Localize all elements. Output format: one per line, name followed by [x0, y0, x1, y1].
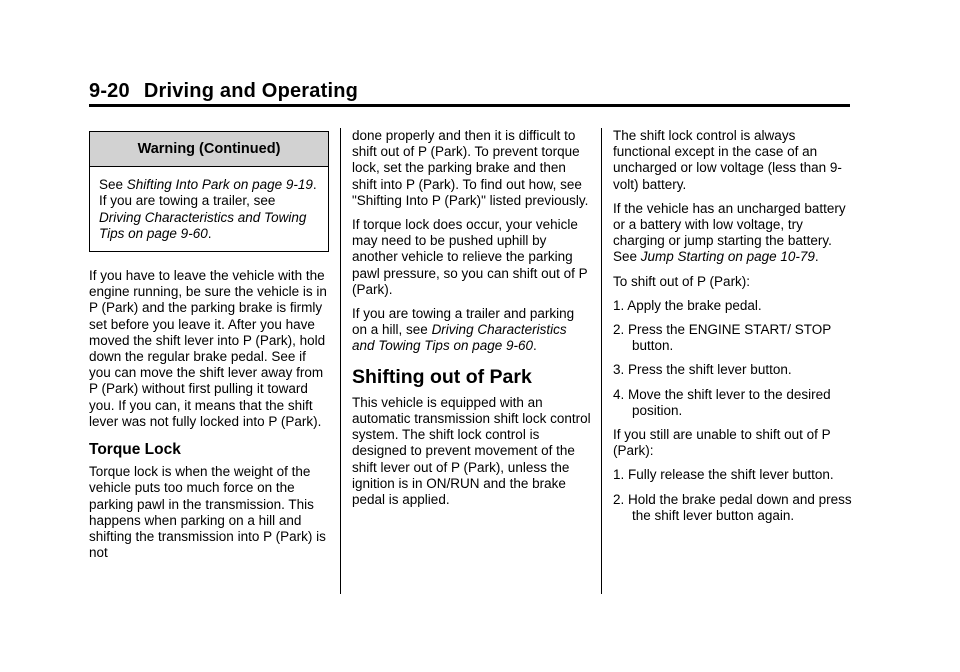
paragraph: If torque lock does occur, your vehicle may need to be pushed uphill by another vehicle to relieve the parking pawl pressure, so you can shift out of P (Park). [352, 217, 588, 297]
list-item: 4. Move the shift lever to the desired position. [613, 386, 831, 418]
heading-shifting-out-of-park: Shifting out of Park [352, 365, 532, 388]
page-number: 9-20 [89, 80, 130, 102]
warning-title: Warning (Continued) [90, 132, 328, 167]
list-item: 2. Hold the brake pedal down and press the shift lever button again. [613, 491, 852, 523]
warning-body [90, 167, 328, 251]
paragraph: The shift lock control is always functional except in the case of an uncharged or low voltage (less than 9-volt) battery. [613, 128, 842, 192]
warning-text: See Shifting Into Park on page 9-19. If you are towing a trailer, see Driving Characteristics and Towing Tips on page 9-60. [99, 177, 317, 241]
column-3 [613, 128, 853, 532]
link-driving-characteristics[interactable]: Driving Characteristics and Towing Tips on page 9-60 [99, 209, 307, 241]
heading-torque-lock: Torque Lock [89, 441, 181, 459]
list-item: 2. Press the ENGINE START/ STOP button. [613, 322, 832, 354]
list-item: 3. Press the shift lever button. [613, 362, 792, 378]
column-divider [601, 128, 602, 594]
paragraph: Torque lock is when the weight of the vehicle puts too much force on the parking pawl in the transmission. This happens when parking on a hill and shifting the transmission into P (Park) is not [89, 464, 326, 561]
paragraph: If you have to leave the vehicle with the engine running, be sure the vehicle is in P (Park) and the parking brake is firmly set before you leave it. After you have moved the shift lever into P (Park), hold down the regular brake pedal. See if you can move the shift lever away from P (Park) without first pulling it toward you. If you can, it means that the shift lever was not fully locked into P (Park). [89, 268, 327, 429]
link-driving-characteristics[interactable]: Driving Characteristics and Towing Tips on page 9-60 [352, 322, 567, 354]
paragraph: If you are towing a trailer and parking on a hill, see Driving Characteristics and Towing Tips on page 9-60. [352, 306, 575, 354]
column-divider [340, 128, 341, 594]
column-1 [89, 128, 329, 569]
page-header [89, 80, 358, 103]
paragraph: If the vehicle has an uncharged battery or a battery with low voltage, try charging or jump starting the battery. See Jump Starting on page 10-79. [613, 200, 846, 265]
paragraph: This vehicle is equipped with an automatic transmission shift lock control system. The shift lock control is designed to prevent movement of the shift lever out of P (Park), unless the ignition is in ON/RUN and the brake pedal is applied. [352, 394, 591, 508]
list-item: 1. Apply the brake pedal. [613, 297, 762, 313]
list-item: 1. Fully release the shift lever button. [613, 467, 834, 483]
paragraph: If you still are unable to shift out of P (Park): [613, 427, 831, 459]
paragraph: To shift out of P (Park): [613, 273, 751, 289]
link-jump-starting[interactable]: Jump Starting on page 10-79 [640, 249, 815, 265]
warning-box [89, 131, 329, 252]
link-shifting-into-park[interactable]: Shifting Into Park on page 9-19 [126, 177, 313, 193]
column-2 [352, 128, 592, 516]
paragraph: done properly and then it is difficult to shift out of P (Park). To prevent torque lock, set the parking brake and then shift into P (Park). To find out how, see "Shifting Into P (Park)" listed previously. [352, 128, 589, 208]
section-title: Driving and Operating [143, 80, 359, 102]
header-rule [89, 104, 850, 107]
